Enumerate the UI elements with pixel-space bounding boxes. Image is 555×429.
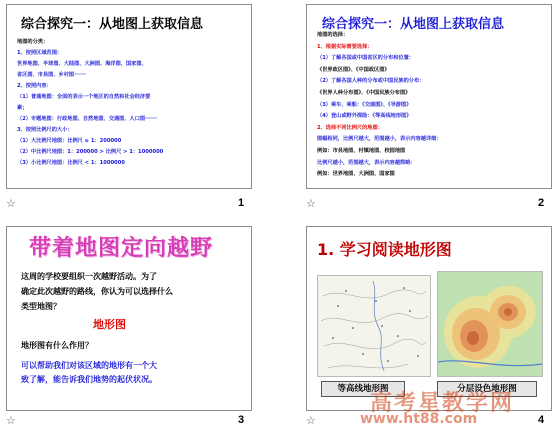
slide-2-line: 例如：世界地图、大洲图、国家图	[317, 171, 395, 178]
slide-2-line: 《世界人种分布图》、《中国民族分布图》	[317, 90, 411, 96]
slide-2-number: 2	[538, 197, 545, 209]
contour-map-caption: 等高线地形图	[321, 381, 405, 397]
slide-3-line: 致了解，能告诉我们地势的起伏状况。	[21, 375, 157, 384]
slide-3-line: 类型地图？	[21, 302, 61, 311]
slide-4-thumbnail[interactable]	[306, 226, 552, 411]
slide-2-title: 综合探究一：从地图上获取信息	[322, 17, 505, 32]
slide-2-line: 比例尺越小，范围越大，表示内容越简略：	[317, 159, 416, 166]
watermark-brand: 高考星教学网	[370, 391, 515, 416]
slide-3-number: 3	[238, 414, 245, 426]
slide-1-line: （1）普通地图：全面的表示一个地区的自然和社会经济要	[17, 94, 151, 100]
layered-map-caption: 分层设色地形图	[437, 381, 537, 397]
slide-4-title: 1. 学习阅读地形图	[317, 240, 452, 259]
slide-1-line: （3）小比例尺地图：比例尺 < 1：1000000	[17, 160, 125, 166]
slide-1-line: 2、按照内容：	[17, 83, 52, 89]
slide-2-line: （1）了解各国或中国省区的分布和位置：	[317, 55, 414, 62]
slide-3-line: 确定此次越野的路线，你认为可以选择什么	[21, 287, 173, 296]
slide-3-thumbnail[interactable]	[6, 226, 252, 411]
slide-3-title: 带着地图定向越野	[29, 236, 214, 261]
slide-1-line: 省区图、市县图、乡村图······	[17, 72, 86, 78]
slide-1-thumbnail[interactable]	[6, 4, 252, 189]
slide-1-line: 素；	[17, 105, 28, 111]
slide-2-line: （3）乘车、乘船：《交通图》、《导游图》	[317, 101, 412, 108]
star-icon[interactable]: ☆	[6, 414, 16, 427]
slide-3-line: 可以帮助我们对该区域的地形有一个大	[21, 361, 157, 370]
star-icon[interactable]: ☆	[6, 197, 16, 210]
slide-2-line: 图幅相同，比例尺越大，范围越小，表示内容越详细：	[317, 136, 442, 143]
slide-1-line: 世界地图、半球图、大陆图、大洲图、海洋图、国家图、	[17, 61, 147, 67]
slide-2-line: 例如：市县地图、村镇地图、校园地图	[317, 148, 406, 154]
slide-1-number: 1	[238, 197, 245, 209]
slide-2-line: 2、选择不同比例尺的地图：	[317, 124, 383, 131]
slide-3-line: 这周的学校要组织一次越野活动。为了	[21, 272, 157, 281]
slide-1-line: （1）大比例尺地图：比例尺 ≥ 1：200000	[17, 138, 122, 144]
slide-1-line: 地图的分类：	[17, 39, 49, 45]
slide-1-title: 综合探究一：从地图上获取信息	[21, 17, 204, 32]
slide-2-line: （2）了解各国人种的分布或中国民族的分布：	[317, 78, 425, 85]
slide-1-line: 3、按照比例尺的大小：	[17, 127, 73, 133]
slide-3-line: 地形图有什么作用？	[21, 341, 93, 350]
slide-1-line: （2）中比例尺地图：1：200000 > 比例尺 > 1：1000000	[17, 149, 164, 155]
slide-4-number: 4	[538, 414, 545, 426]
slide-2-line: 1、根据实际需要选择：	[317, 43, 373, 50]
slide-3-line: 地形图	[93, 318, 126, 331]
slide-2-line: 地图的选择：	[317, 32, 349, 38]
slide-2-thumbnail[interactable]	[306, 4, 552, 189]
watermark-url: www.ht88.com	[360, 411, 478, 427]
slide-1-line: （2）专题地图：行政地图、自然地图、交通图、人口图······	[17, 116, 157, 122]
contour-map-image	[317, 275, 431, 377]
layered-color-map-image	[437, 271, 543, 377]
slide-2-line: 《世界政区图》、《中国政区图》	[317, 66, 390, 73]
star-icon[interactable]: ☆	[306, 197, 316, 210]
slide-1-line: 1、按照区域范围：	[17, 50, 63, 56]
slide-2-line: （4）登山或野外探险：《等高线地形图》	[317, 113, 412, 120]
star-icon[interactable]: ☆	[306, 414, 316, 427]
